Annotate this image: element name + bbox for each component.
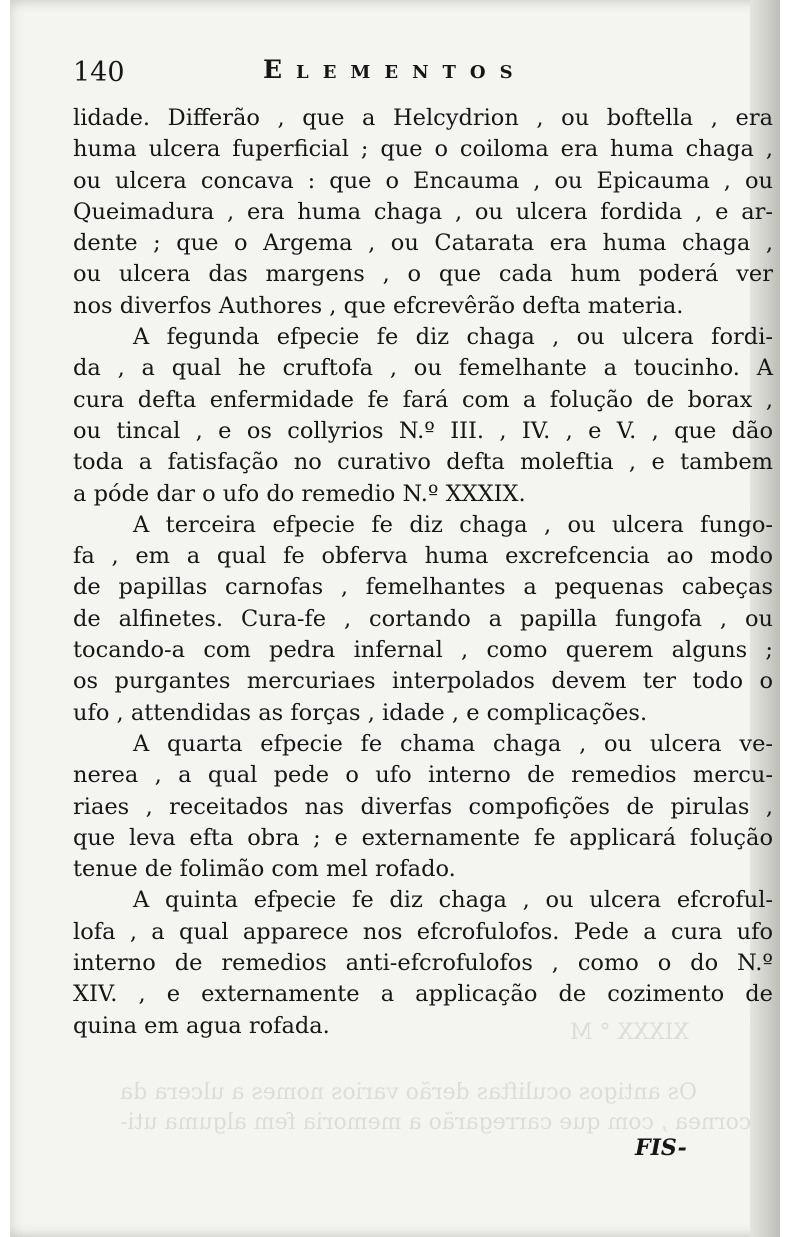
text-line: tocando-a com pedra infernal , como querem alguns ;: [73, 637, 773, 664]
catchword: FIS-: [635, 1135, 687, 1161]
text-line: interno de remedios anti-efcrofulofos , como o do N.º: [73, 950, 773, 977]
page-text: [73, 55, 773, 1042]
bleed-through-texture: Os antigos oculiftas derão varios nomes a ulcera da: [120, 1080, 697, 1105]
paragraph: [73, 322, 773, 510]
text-line: os purgantes mercuriaes interpolados devem ter todo o: [73, 668, 773, 695]
text-line: quina em agua rofada.: [73, 1012, 330, 1039]
book-page: [10, 0, 780, 1237]
text-line: que leva efta obra ; e externamente fe applicará folução: [73, 824, 773, 851]
text-line: a póde dar o ufo do remedio N.º XXXIX.: [73, 480, 526, 507]
text-line: tenue de folimão com mel rofado.: [73, 856, 456, 883]
text-line: A fegunda efpecie fe diz chaga , ou ulcera fordi-: [133, 324, 773, 351]
text-line: nerea , a qual pede o ufo interno de remedios mercu-: [73, 762, 773, 789]
text-line: A quarta efpecie fe chama chaga , ou ulcera ve-: [133, 730, 773, 757]
text-line: ou ulcera das margens , o que cada hum poderá ver: [73, 261, 773, 288]
text-line: XIV. , e externamente a applicação de cozimento de: [73, 981, 773, 1008]
body-text: [73, 103, 773, 1042]
text-line: A quinta efpecie fe diz chaga , ou ulcera efcroful-: [133, 887, 773, 914]
paragraph: [73, 103, 773, 322]
text-line: cura defta enfermidade fe fará com a folução de borax ,: [73, 386, 773, 413]
bleed-through-texture: cornea , com que carregarão a memoria fem alguma uti-: [120, 1110, 752, 1135]
text-line: toda a fatisfação no curativo defta moleftia , e tambem: [73, 449, 773, 476]
text-line: ufo , attendidas as forças , idade , e complicações.: [73, 699, 648, 726]
paragraph: [73, 729, 773, 885]
bleed-through-texture: XIXXX ° M: [570, 1020, 689, 1045]
text-line: da , a qual he cruftofa , ou femelhante a toucinho. A: [73, 355, 773, 382]
text-line: A terceira efpecie fe diz chaga , ou ulcera fungo-: [133, 511, 773, 538]
paragraph: [73, 510, 773, 729]
text-line: riaes , receitados nas diverfas compofições de pirulas ,: [73, 793, 773, 820]
text-line: fa , em a qual fe obferva huma excrefcencia ao modo: [73, 543, 773, 570]
text-line: de alfinetes. Cura-fe , cortando a papilla fungofa , ou: [73, 605, 773, 632]
text-line: ou tincal , e os collyrios N.º III. , IV. , e V. , que dão: [73, 417, 773, 444]
page-header: [73, 55, 773, 103]
text-line: de papillas carnofas , femelhantes a pequenas cabeças: [73, 574, 773, 601]
text-line: lofa , a qual apparece nos efcrofulofos. Pede a cura ufo: [73, 918, 773, 945]
text-line: ou ulcera concava : que o Encauma , ou Epicauma , ou: [73, 167, 773, 194]
paragraph: [73, 885, 773, 1041]
text-line: huma ulcera fuperficial ; que o coiloma era huma chaga ,: [73, 136, 773, 163]
text-line: lidade. Differão , que a Helcydrion , ou boftella , era: [73, 105, 773, 131]
text-line: Queimadura , era huma chaga , ou ulcera fordida , e ar-: [73, 198, 773, 225]
running-title: Elementos: [263, 55, 527, 84]
text-line: dente ; que o Argema , ou Catarata era huma chaga ,: [73, 230, 773, 257]
text-line: nos diverfos Authores , que efcrevêrão defta materia.: [73, 292, 684, 319]
page-number: 140: [73, 57, 125, 88]
